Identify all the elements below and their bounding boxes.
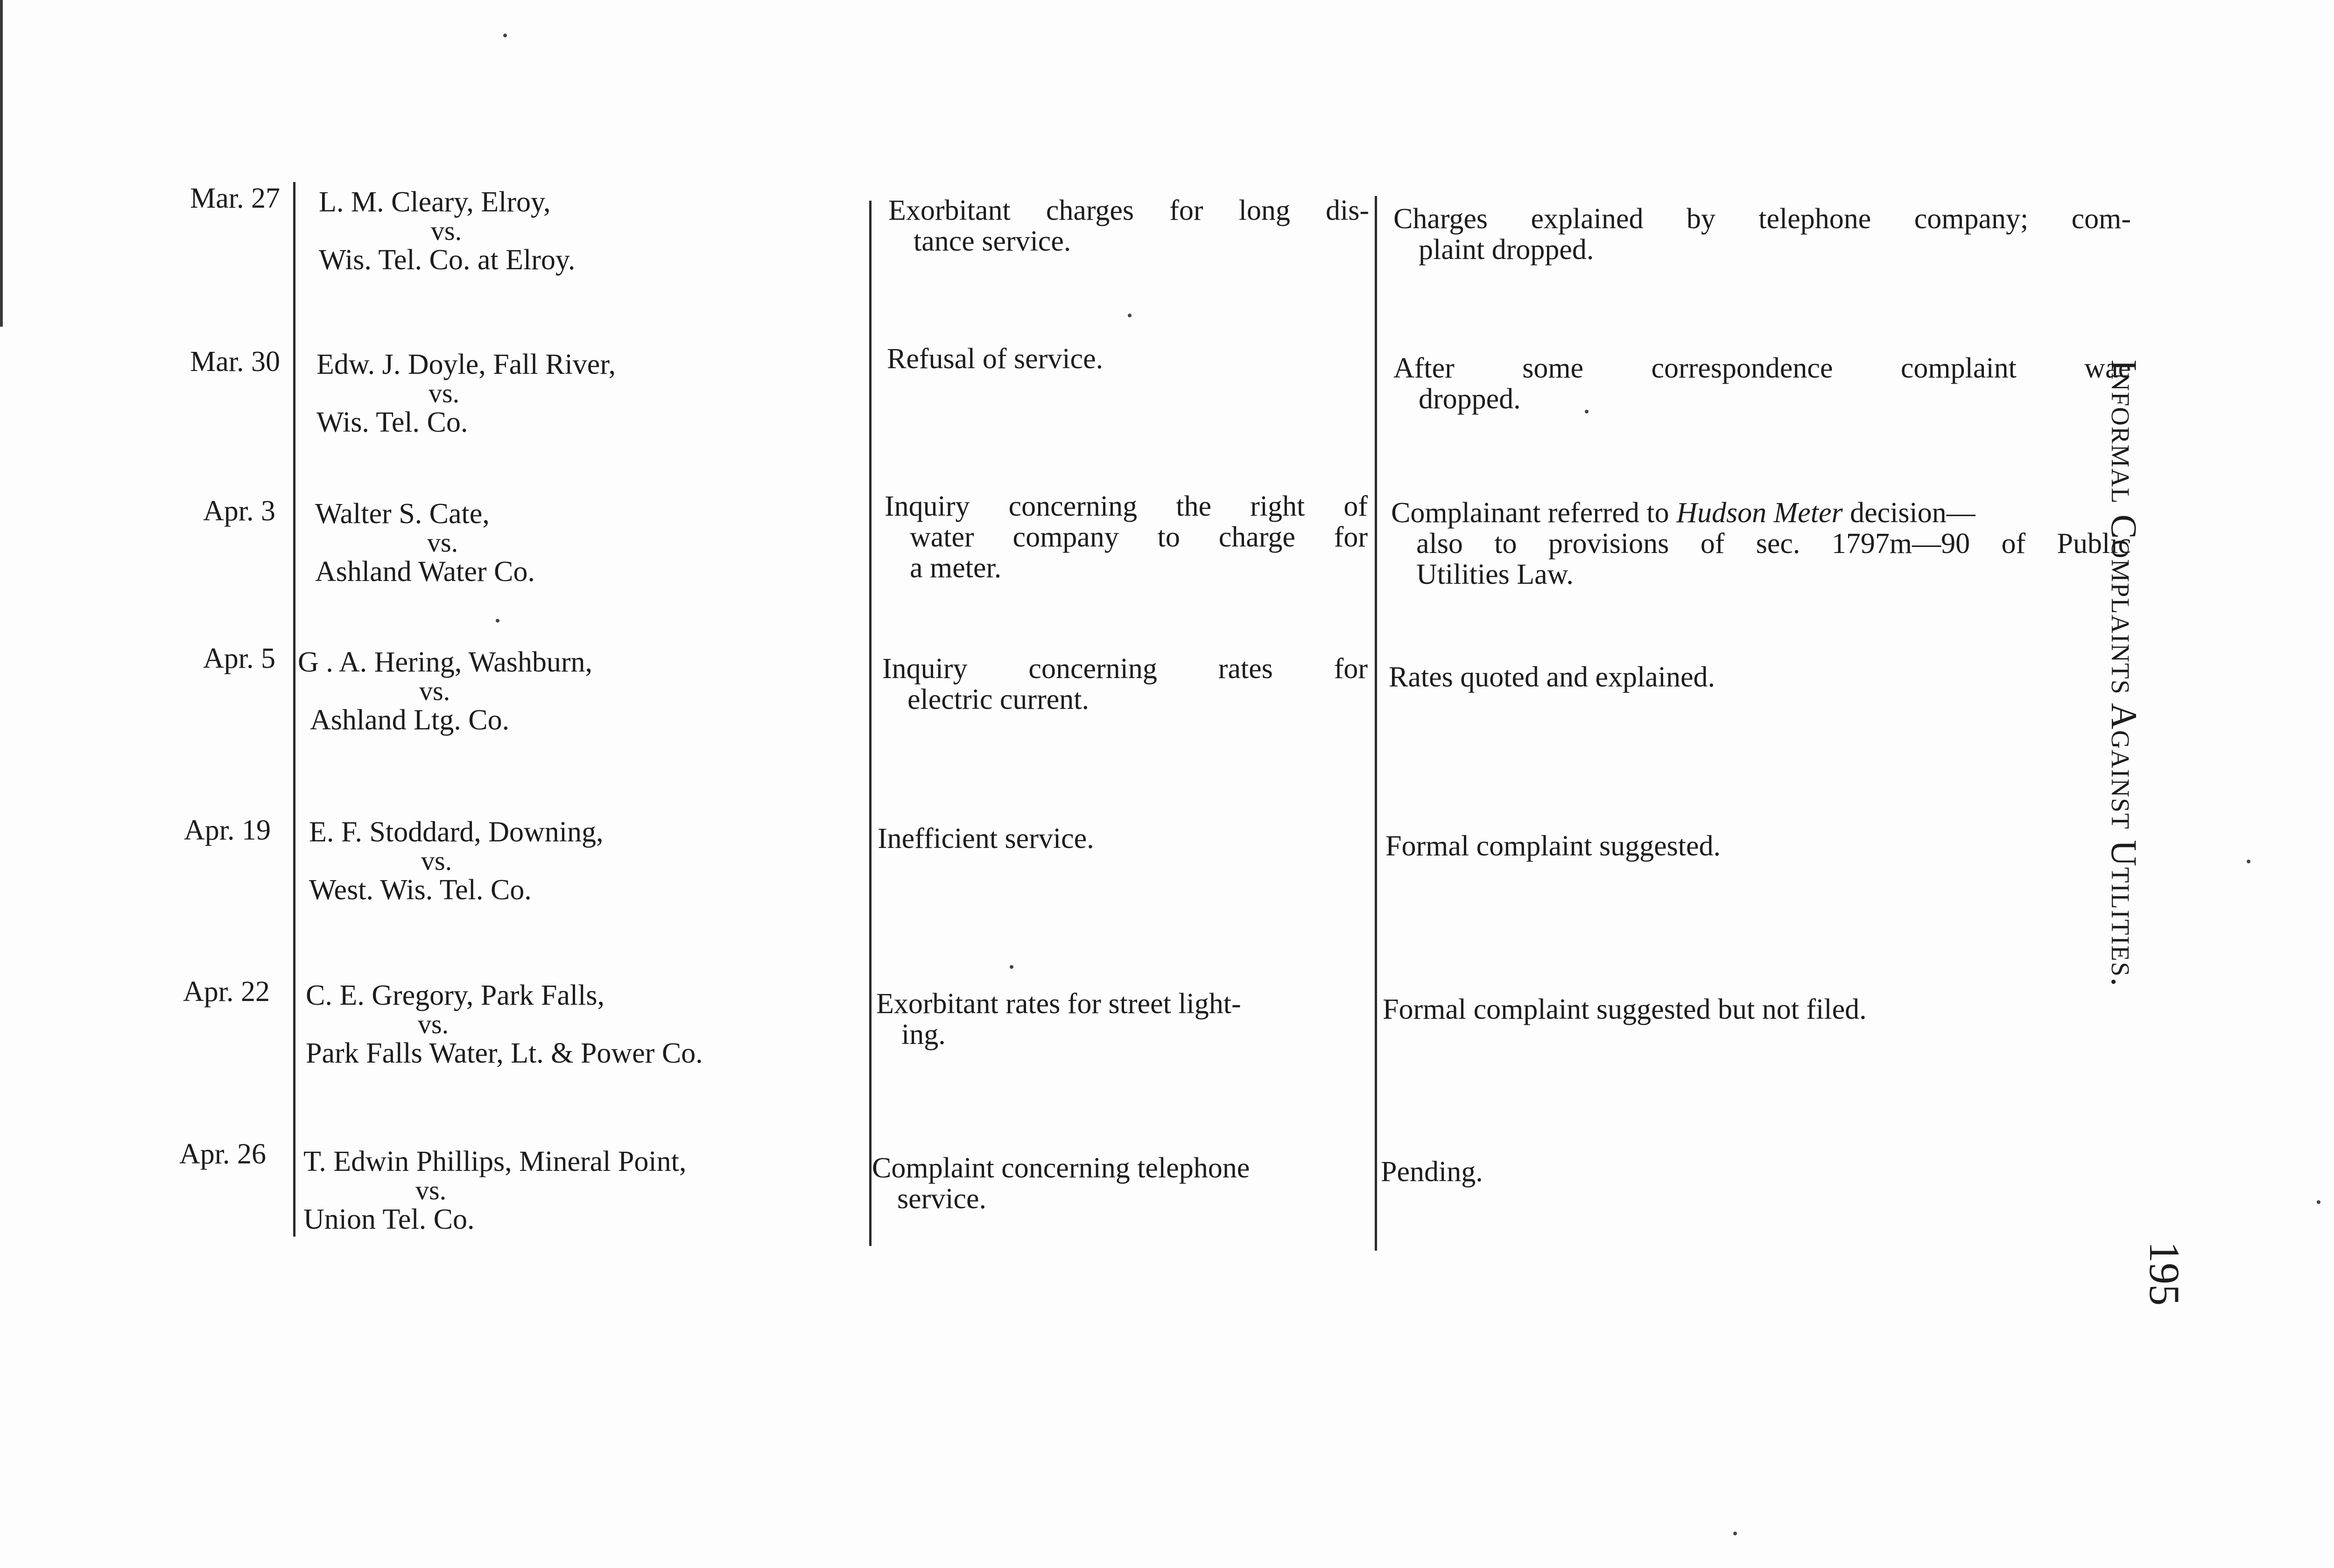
disposition-line: After some correspondence complaint wae xyxy=(1393,352,2131,384)
row-date: Mar. 30 xyxy=(190,346,280,378)
complaint-line: ing. xyxy=(901,1019,946,1050)
row-disposition xyxy=(1381,1156,2128,1187)
row-disposition xyxy=(1393,203,2131,265)
scan-speck xyxy=(1128,314,1132,317)
row-parties xyxy=(309,817,604,905)
disposition-line: Formal complaint suggested but not filed. xyxy=(1383,994,1867,1025)
versus-label: vs. xyxy=(429,378,460,408)
row-complaint xyxy=(878,823,1363,854)
complaint-line: Inquiry concerning the right of xyxy=(885,490,1368,522)
versus-label: vs. xyxy=(421,846,452,876)
complaint-line: service. xyxy=(897,1183,987,1215)
row-date: Apr. 5 xyxy=(203,643,275,674)
respondent: Union Tel. Co. xyxy=(303,1204,475,1235)
rule-date-parties xyxy=(293,182,295,1237)
scan-speck xyxy=(503,34,507,37)
disposition-line: Charges explained by telephone company; com- xyxy=(1393,203,2131,235)
row-complaint xyxy=(888,195,1369,257)
complaint-line: electric current. xyxy=(907,684,1089,715)
complaint-line: Complaint concerning telephone xyxy=(872,1152,1250,1184)
complaint-line: Exorbitant rates for street light- xyxy=(876,988,1241,1020)
row-parties xyxy=(315,498,535,587)
running-head: Informal Complaints Against Utilities. xyxy=(2104,359,2144,987)
row-date: Apr. 19 xyxy=(184,814,271,846)
scan-speck xyxy=(2247,860,2250,863)
disposition-line: Utilities Law. xyxy=(1416,559,1574,590)
row-parties xyxy=(303,1146,686,1235)
respondent: Wis. Tel. Co. xyxy=(316,406,468,438)
complaint-line: tance service. xyxy=(914,225,1071,257)
complainant: C. E. Gregory, Park Falls, xyxy=(306,980,605,1011)
complainant: E. F. Stoddard, Downing, xyxy=(309,816,604,848)
row-parties xyxy=(316,349,616,438)
disposition-line xyxy=(1391,497,2131,528)
row-date: Apr. 3 xyxy=(203,495,275,527)
complainant: L. M. Cleary, Elroy, xyxy=(319,186,551,218)
row-date: Mar. 27 xyxy=(190,182,280,214)
disposition-text: Complainant referred to xyxy=(1391,497,1677,529)
row-date: Apr. 22 xyxy=(183,976,270,1008)
row-complaint xyxy=(872,1153,1367,1214)
row-complaint xyxy=(885,491,1368,583)
row-parties xyxy=(298,647,592,735)
row-complaint xyxy=(882,653,1368,715)
disposition-text: decision— xyxy=(1842,497,1975,529)
versus-label: vs. xyxy=(415,1175,447,1205)
case-citation: Hudson Meter xyxy=(1676,497,1843,529)
disposition-line: also to provisions of sec. 1797m—90 of Public xyxy=(1416,528,2131,560)
page-edge-shadow xyxy=(0,0,3,327)
versus-label: vs. xyxy=(419,676,450,706)
disposition-line: plaint dropped. xyxy=(1419,234,1594,266)
row-complaint xyxy=(887,343,1368,374)
complainant: Walter S. Cate, xyxy=(315,498,490,530)
complaint-line: Inefficient service. xyxy=(878,823,1094,854)
row-complaint xyxy=(876,988,1362,1050)
respondent: Wis. Tel. Co. at Elroy. xyxy=(319,244,576,276)
complaint-line: Refusal of service. xyxy=(887,343,1104,375)
disposition-line: dropped. xyxy=(1419,383,1521,415)
page-number: 195 xyxy=(2141,1241,2188,1306)
complaint-line: Inquiry concerning rates for xyxy=(882,653,1368,685)
row-parties xyxy=(319,187,575,275)
scan-speck xyxy=(1010,965,1013,969)
rule-complaint-disposition xyxy=(1375,196,1377,1251)
complainant: G . A. Hering, Washburn, xyxy=(298,646,593,678)
row-parties xyxy=(306,980,703,1069)
rule-parties-complaint xyxy=(869,201,872,1246)
row-disposition xyxy=(1389,662,2131,693)
respondent: West. Wis. Tel. Co. xyxy=(309,874,532,906)
complainant: Edw. J. Doyle, Fall River, xyxy=(316,349,616,380)
versus-label: vs. xyxy=(431,216,462,246)
scan-speck xyxy=(2317,1200,2320,1204)
complaint-line: Exorbitant charges for long dis- xyxy=(888,195,1369,226)
scan-speck xyxy=(1585,410,1589,413)
scan-speck xyxy=(496,619,499,623)
scan-speck xyxy=(1733,1532,1737,1535)
complainant: T. Edwin Phillips, Mineral Point, xyxy=(303,1146,687,1177)
row-date: Apr. 26 xyxy=(179,1138,266,1170)
versus-label: vs. xyxy=(418,1009,449,1039)
respondent: Park Falls Water, Lt. & Power Co. xyxy=(306,1037,703,1069)
row-disposition xyxy=(1383,994,2130,1025)
disposition-line: Rates quoted and explained. xyxy=(1389,661,1715,693)
complaint-line: water company to charge for xyxy=(910,521,1368,553)
row-disposition xyxy=(1385,831,2128,861)
versus-label: vs. xyxy=(427,527,458,558)
row-disposition xyxy=(1393,353,2131,414)
complaint-line: a meter. xyxy=(910,552,1002,584)
respondent: Ashland Ltg. Co. xyxy=(310,704,510,736)
disposition-line: Formal complaint suggested. xyxy=(1385,830,1721,862)
disposition-line: Pending. xyxy=(1381,1156,1483,1188)
row-disposition xyxy=(1391,497,2131,590)
respondent: Ashland Water Co. xyxy=(315,556,535,588)
